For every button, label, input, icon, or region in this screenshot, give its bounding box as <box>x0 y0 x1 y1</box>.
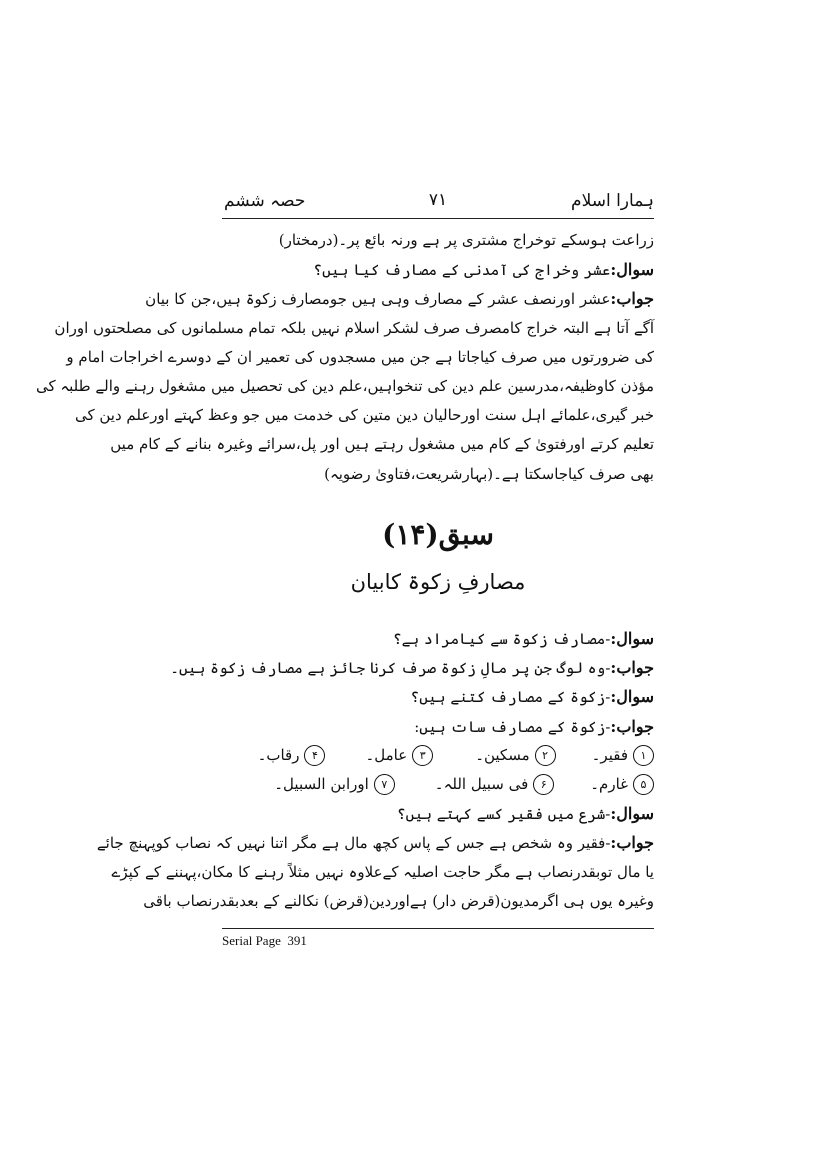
answer-line <box>96 828 654 857</box>
text-line: کی ضرورتوں میں صرف کیاجاتا ہے جن میں مسجدوں کی تعمیر ان کے دوسرے اخراجات امام و <box>66 347 654 366</box>
list-item <box>590 770 654 799</box>
question-text: عشر وخراج کی آمدنی کے مصارف کیا ہیں؟ <box>313 261 611 280</box>
answer-label: جواب: <box>610 658 654 678</box>
item-number: ۶ <box>533 774 554 795</box>
item-text: غارم۔ <box>590 774 628 793</box>
text-line: زراعت ہوسکے توخراج مشتری پر ہے ورنہ بائع پر۔(درمختار) <box>278 231 654 249</box>
answer-line <box>170 653 654 682</box>
item-text: اورابن السبیل۔ <box>274 774 369 793</box>
item-number: ۳ <box>412 745 433 766</box>
serial-number: 391 <box>287 933 307 948</box>
list-item <box>475 741 555 770</box>
question-text: -زکوۃ کے مصارف کتنے ہیں؟ <box>410 688 611 707</box>
page-footer <box>222 928 654 948</box>
item-number: ۲ <box>535 745 556 766</box>
page-number: ۷۱ <box>428 190 448 210</box>
list-item <box>592 741 654 770</box>
question-label: سوال: <box>610 687 654 707</box>
item-text: عامل۔ <box>365 745 408 764</box>
text-line: تعلیم کرتے اورفتویٰ کے کام میں مشغول رہتے ہیں اور پل،سرائے وغیرہ بنانے کے کام میں <box>110 435 654 454</box>
item-text: فی سبیل اللہ۔ <box>434 774 529 793</box>
list-item <box>435 770 554 799</box>
item-text: رقاب۔ <box>257 745 300 764</box>
item-number: ۴ <box>304 745 325 766</box>
question-line <box>222 255 654 284</box>
answer-text: -وہ لوگ جن پر مالِ زکوۃ صرف کرنا جائز ہے مصارف زکوۃ ہیں۔ <box>170 659 611 678</box>
item-text: فقیر۔ <box>591 745 628 764</box>
book-part: حصہ ششم <box>224 191 306 211</box>
lesson-heading: سبق(۱۴) <box>382 518 494 551</box>
answer-label: جواب: <box>610 716 654 736</box>
question-text: -شرع میں فقیر کسے کہتے ہیں؟ <box>396 805 611 824</box>
question-line <box>222 624 654 653</box>
question-line <box>222 799 654 828</box>
answer-line <box>145 284 654 313</box>
list-item <box>274 770 395 799</box>
answer-label: جواب: <box>610 289 654 309</box>
question-label: سوال: <box>610 804 654 824</box>
question-label: سوال: <box>610 260 654 280</box>
recipients-row <box>222 770 654 799</box>
text-line: بھی صرف کیاجاسکتا ہے۔(بہارشریعت،فتاویٰ رضویہ) <box>324 464 654 483</box>
text-line: یا مال توبقدرنصاب ہے مگر حاجت اصلیہ کےعلاوہ نہیں مثلاً رہنے کا مکان،پہننے کے کپڑے <box>111 862 654 881</box>
page-header <box>222 188 654 219</box>
text-line: آگے آتا ہے البتہ خراج کامصرف صرف لشکر اسلام نہیں بلکہ تمام مسلمانوں کی مصلحتوں اوران <box>54 318 654 337</box>
section-zakat-recipients <box>96 624 654 916</box>
question-label: سوال: <box>610 629 654 648</box>
section-kharaj <box>35 226 654 489</box>
serial-label: Serial Page <box>222 933 281 948</box>
text-line: خبر گیری،علمائے اہل سنت اورحالیان دین متین کی خدمت میں جو وعظ کہتے اورعلم دین کی <box>74 406 654 425</box>
question-line <box>222 682 654 711</box>
answer-text: -زکوۃ کے مصارف سات ہیں: <box>414 717 611 736</box>
answer-line <box>222 712 654 741</box>
serial-page <box>222 933 307 949</box>
item-number: ۱ <box>633 745 654 766</box>
item-number: ۵ <box>633 774 654 795</box>
answer-label: جواب: <box>610 833 654 853</box>
item-text: مسکین۔ <box>475 745 530 764</box>
text-line: مؤذن کاوظیفہ،مدرسین علم دین کی تنخواہیں،علم دین کی تحصیل میں مشغول رہنے والے طلبہ کی <box>35 376 654 395</box>
answer-text: عشر اورنصف عشر کے مصارف وہی ہیں جومصارف زکوۃ ہیں،جن کا بیان <box>145 290 611 309</box>
question-text: -مصارف زکوۃ سے کیامراد ہے؟ <box>392 630 611 648</box>
book-title: ہمارا اسلام <box>571 191 654 211</box>
answer-text: -فقیر وہ شخص ہے جس کے پاس کچھ مال ہے مگر اتنا نہیں کہ نصاب کوپہنچ جائے <box>96 834 611 853</box>
lesson-title: مصارفِ زکوۃ کابیان <box>350 570 526 594</box>
text-line: وغیرہ یوں ہی اگرمدیون(قرض دار) ہےاوردین(قرض) نکالنے کے بعدبقدرنصاب باقی <box>143 891 654 910</box>
list-item <box>365 741 433 770</box>
recipients-row <box>222 741 654 770</box>
item-number: ۷ <box>374 774 395 795</box>
list-item <box>258 741 326 770</box>
